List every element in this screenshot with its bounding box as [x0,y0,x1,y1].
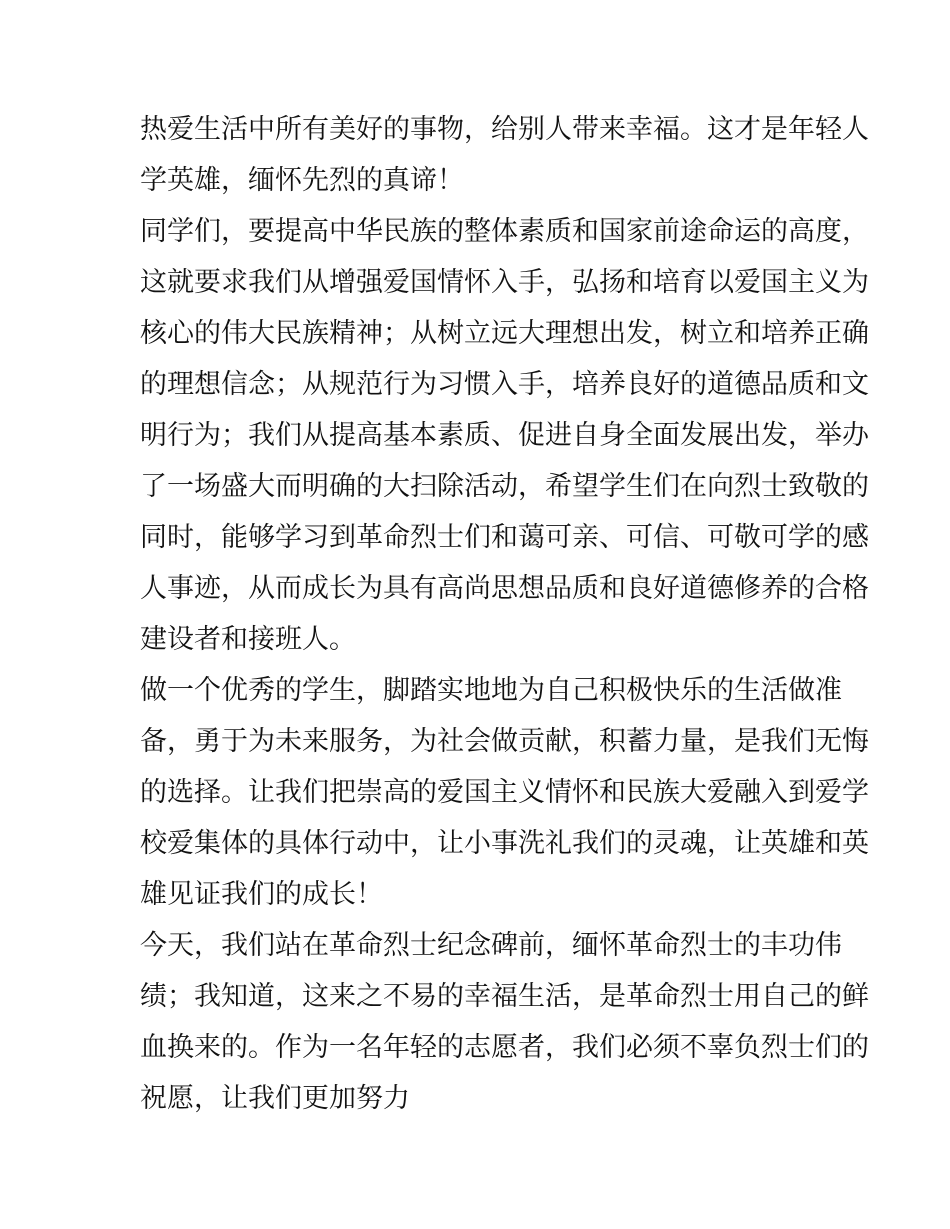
text-line: 的选择。让我们把崇高的爱国主义情怀和民族大爱融入到爱学 [140,777,869,808]
text-line: 热爱生活中所有美好的事物，给别人带来幸福。这才是年轻人 [140,114,869,145]
text-line: 核心的伟大民族精神；从树立远大理想出发，树立和培养正确 [140,318,869,349]
text-line: 同学们，要提高中华民族的整体素质和国家前途命运的高度， [140,216,869,247]
text-line: 雄见证我们的成长！ [140,879,383,910]
text-line: 了一场盛大而明确的大扫除活动，希望学生们在向烈士致敬的 [140,471,869,502]
text-line: 建设者和接班人。 [140,624,356,655]
text-line: 这就要求我们从增强爱国情怀入手，弘扬和培育以爱国主义为 [140,267,869,298]
text-line: 学英雄，缅怀先烈的真谛！ [140,165,464,196]
text-line: 人事迹，从而成长为具有高尚思想品质和良好道德修养的合格 [140,573,869,604]
text-line: 做一个优秀的学生，脚踏实地地为自己积极快乐的生活做准 [140,675,842,706]
text-line: 今天，我们站在革命烈士纪念碑前，缅怀革命烈士的丰功伟 [140,930,842,961]
text-line: 备，勇于为未来服务，为社会做贡献，积蓄力量，是我们无悔 [140,726,869,757]
text-line: 血换来的。作为一名年轻的志愿者，我们必须不辜负烈士们的 [140,1032,869,1063]
text-line: 明行为；我们从提高基本素质、促进自身全面发展出发，举办 [140,420,869,451]
body-text [140,104,869,1124]
text-line: 同时，能够学习到革命烈士们和蔼可亲、可信、可敬可学的感 [140,522,869,553]
text-line: 的理想信念；从规范行为习惯入手，培养良好的道德品质和文 [140,369,869,400]
text-line: 祝愿，让我们更加努力 [140,1083,410,1114]
text-line: 校爱集体的具体行动中，让小事洗礼我们的灵魂，让英雄和英 [140,828,869,859]
text-line: 绩；我知道，这来之不易的幸福生活，是革命烈士用自己的鲜 [140,981,869,1012]
